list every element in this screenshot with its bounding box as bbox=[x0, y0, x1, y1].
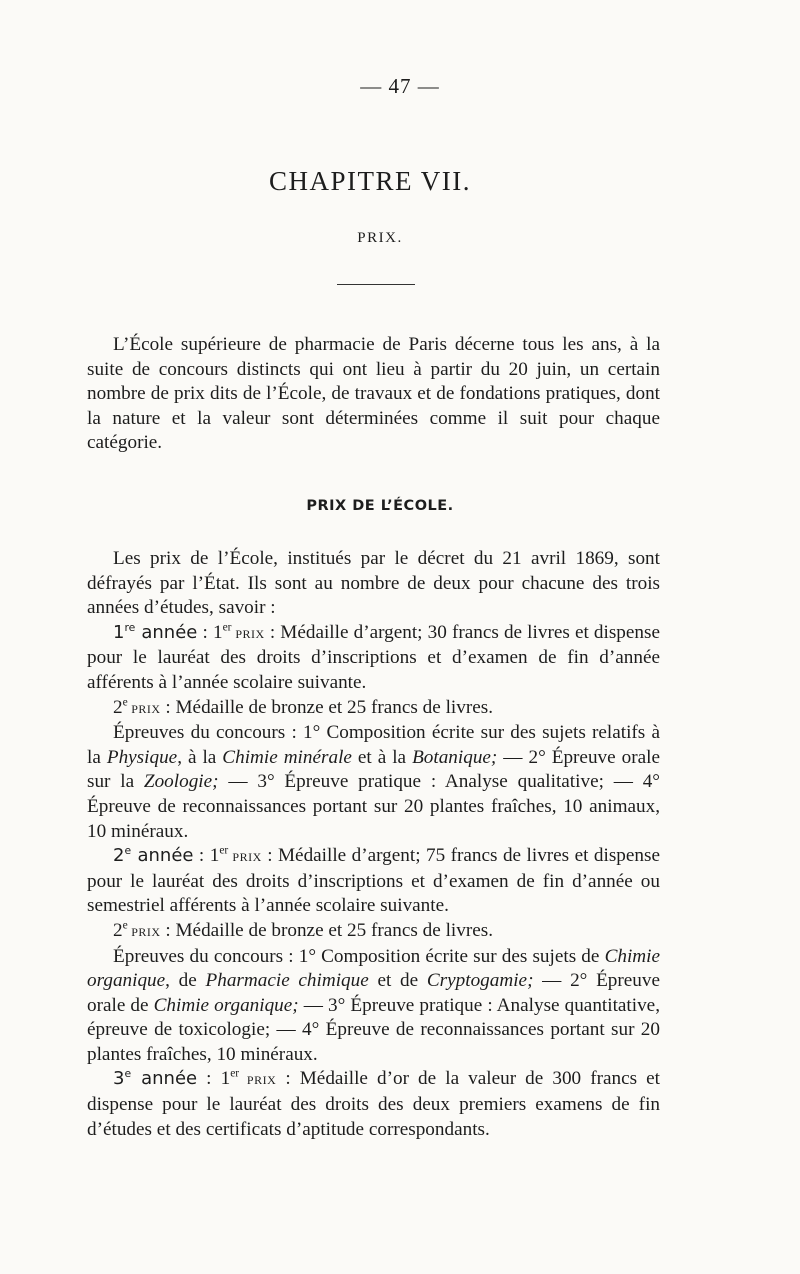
year1-epreuves: Épreuves du concours : 1° Composition écrite sur des sujets relatifs à la Physique, à la Chimie minérale et à la Botanique; — 2° Épreuve orale sur la Zoologie; — 3° Épreuve pratique : Analyse qualitative; — 4° Épreuve de reconnaissances portant sur 20 plantes fraîches, 10 animaux, 10 minéraux. bbox=[87, 722, 660, 842]
year1-label: 1re année bbox=[113, 620, 198, 643]
main-text bbox=[87, 547, 660, 1142]
year2-label: 2e année bbox=[113, 844, 194, 867]
year2-prize2: 2e PRIX : Médaille de bronze et 25 francs de livres. bbox=[113, 919, 494, 941]
subheading-prix-ecole: PRIX DE L’ÉCOLE. bbox=[306, 498, 454, 514]
year1-prize1: 1re année : 1er PRIX : Médaille d’argent; 30 francs de livres et dispense pour le lauréat des droits d’inscriptions et d’examen de fin d’année afférents à l’année scolaire suivante. bbox=[87, 620, 660, 693]
intro-text: L’École supérieure de pharmacie de Paris décerne tous les ans, à la suite de concours distincts qui ont lieu à partir du 20 juin, un certain nombre de prix dits de l’École, de travaux et de fondations pratiques, dont la nature et la valeur sont déterminées comme il suit pour chaque catégorie. bbox=[87, 334, 660, 454]
intro-paragraph bbox=[87, 333, 660, 456]
year1-prize2: 2e PRIX : Médaille de bronze et 25 francs de livres. bbox=[113, 696, 494, 718]
year2-epreuves: Épreuves du concours : 1° Composition écrite sur des sujets de Chimie organique, de Pharmacie chimique et de Cryptogamie; — 2° Épreuve orale de Chimie organique; — 3° Épreuve pratique : Analyse quantitative, épreuve de toxicologie; — 4° Épreuve de reconnaissances portant sur 20 plantes fraîches, 10 minéraux. bbox=[87, 945, 660, 1065]
year3-prize1: 3e année : 1er PRIX : Médaille d’or de la valeur de 300 francs et dispense pour le lauréat des droits des deux premiers examens de fin d’études et des certificats d’aptitude correspondants. bbox=[87, 1067, 660, 1140]
chapter-title: CHAPITRE VII. bbox=[268, 166, 471, 196]
year2-prize1: 2e année : 1er PRIX : Médaille d’argent; 75 francs de livres et dispense pour le lauréat des droits d’inscriptions et d’examen de fin d’année ou semestriel afférents à l’année scolaire suivante. bbox=[87, 844, 660, 917]
para-ecole: Les prix de l’École, institués par le décret du 21 avril 1869, sont défrayés par l’État. Ils sont au nombre de deux pour chacune des trois années d’études, savoir : bbox=[87, 548, 660, 619]
divider-rule bbox=[337, 284, 415, 285]
year3-label: 3e année bbox=[113, 1067, 198, 1090]
page-number: — 47 — bbox=[360, 74, 440, 98]
section-title: PRIX. bbox=[357, 230, 403, 246]
